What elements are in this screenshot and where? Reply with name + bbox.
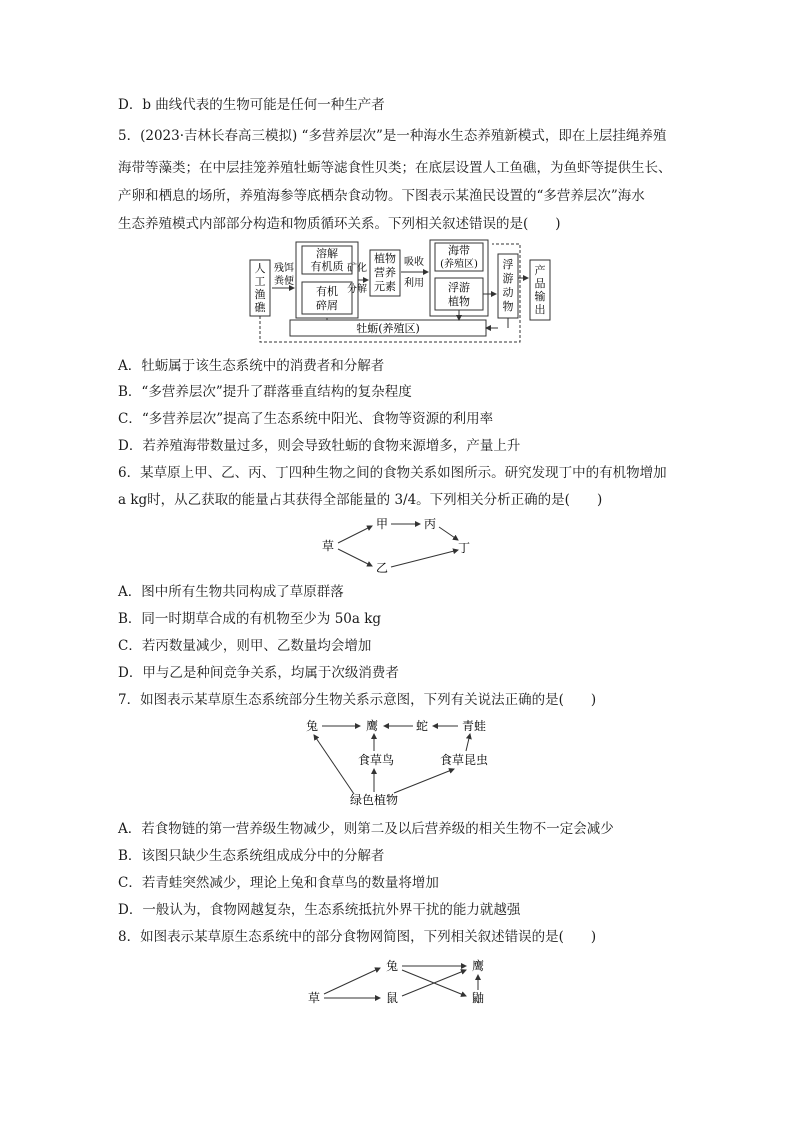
residue-label: 粪便	[274, 276, 294, 287]
q8-stem-line: 8．如图表示某草原生态系统中的部分食物网简图，下列相关叙述错误的是( )	[118, 929, 597, 945]
rabbit-node: 兔	[305, 719, 319, 733]
product-label: 出	[534, 303, 546, 316]
q5-stem-line: 产卵和栖息的场所，养殖海参等底栖杂食动物。下图表示某渔民设置的“多营养层次”海水	[118, 188, 645, 204]
bing-node: 丙	[423, 518, 437, 531]
phytoplankton-label: 浮游	[448, 281, 470, 294]
nutrients-label: 植物	[374, 252, 396, 265]
q8-food-web-diagram	[300, 956, 500, 1008]
mouse-node: 鼠	[385, 991, 399, 1005]
reef-label: 礁	[254, 301, 266, 314]
yi-node: 乙	[375, 561, 389, 575]
q6-stem-line: a kg时，从乙获取的能量占其获得全部能量的 3/4。下列相关分析正确的是( )	[118, 492, 603, 508]
product-label: 品	[534, 277, 546, 290]
q7-option: B．该图只缺少生态系统组成成分中的分解者	[118, 848, 385, 864]
phytoplankton-label: 植物	[448, 295, 470, 308]
ding-node: 丁	[457, 541, 471, 555]
bird-node: 食草鸟	[357, 753, 395, 767]
q5-stem-line: 海带等藻类；在中层挂笼养殖牡蛎等滤食性贝类；在底层设置人工鱼礁，为鱼虾等提供生长、	[118, 160, 672, 176]
grass-node: 草	[321, 539, 335, 553]
mineral-label: 分解	[347, 284, 367, 295]
absorb-label: 吸收	[404, 257, 424, 268]
zooplankton-label: 物	[502, 300, 514, 313]
nutrients-label: 元素	[374, 280, 396, 293]
q5-option: C．“多营养层次”提高了生态系统中阳光、食物等资源的利用率	[118, 411, 494, 427]
dissolved-label: 溶解	[316, 247, 338, 260]
q5-stem-line: 5．(2023·吉林长春高三模拟) “多营养层次”是一种海水生态养殖新模式，即在上层挂绳养殖	[118, 128, 667, 144]
q5-material-cycle-diagram	[246, 238, 556, 348]
absorb-label: 利用	[404, 278, 424, 289]
oyster-label: 牡蛎(养殖区)	[356, 322, 420, 335]
debris-label: 有机	[316, 285, 338, 298]
q6-option: D．甲与乙是种间竞争关系，均属于次级消费者	[118, 665, 399, 681]
q5-stem-line: 生态养殖模式内部部分构造和物质循环关系。下列相关叙述错误的是( )	[118, 216, 561, 232]
q7-stem-line: 7．如图表示某草原生态系统部分生物关系示意图，下列有关说法正确的是( )	[118, 692, 597, 708]
q6-option: C．若丙数量减少，则甲、乙数量均会增加	[118, 638, 372, 654]
kelp-label: (养殖区)	[440, 259, 478, 270]
q6-stem-line: 6．某草原上甲、乙、丙、丁四种生物之间的食物关系如图所示。研究发现丁中的有机物增加	[118, 465, 667, 481]
q5-option: B．“多营养层次”提升了群落垂直结构的复杂程度	[118, 384, 412, 400]
frog-node: 青蛙	[461, 719, 487, 733]
q4-option-d: D．b 曲线代表的生物可能是任何一种生产者	[118, 97, 385, 113]
q6-option: A．图中所有生物共同构成了草原群落	[118, 584, 344, 600]
grass-node: 草	[307, 991, 321, 1005]
nutrients-label: 营养	[374, 266, 396, 279]
jia-node: 甲	[375, 518, 389, 531]
debris-label: 碎屑	[316, 299, 338, 312]
q5-option: A．牡蛎属于该生态系统中的消费者和分解者	[118, 358, 385, 374]
q7-option: C．若青蛙突然减少，理论上兔和食草鸟的数量将增加	[118, 875, 439, 891]
zooplankton-label: 游	[502, 272, 514, 285]
q7-option: D．一般认为，食物网越复杂，生态系统抵抗外界干扰的能力就越强	[118, 902, 521, 918]
zooplankton-label: 动	[502, 286, 514, 299]
q5-option: D．若养殖海带数量过多，则会导致牡蛎的食物来源增多，产量上升	[118, 438, 521, 454]
owl-node: 鼬	[471, 991, 485, 1005]
rabbit-node: 兔	[385, 959, 399, 973]
plant-node: 绿色植物	[349, 793, 399, 807]
reef-label: 渔	[254, 288, 266, 301]
eagle-node: 鹰	[471, 959, 485, 973]
q6-food-web-diagram	[318, 518, 478, 576]
snake-node: 蛇	[415, 719, 429, 733]
reef-label: 工	[254, 275, 266, 288]
dissolved-label: 有机质	[310, 260, 344, 273]
mineral-label: 矿化	[347, 263, 367, 274]
residue-label: 残饵	[274, 263, 294, 274]
product-label: 产	[534, 264, 546, 277]
eagle-node: 鹰	[365, 719, 379, 733]
reef-label: 人	[254, 262, 266, 275]
insect-node: 食草昆虫	[439, 753, 489, 767]
zooplankton-label: 浮	[502, 258, 514, 271]
kelp-label: 海带	[448, 244, 470, 257]
q6-option: B．同一时期草合成的有机物至少为 50a kg	[118, 611, 382, 627]
product-label: 输	[534, 290, 546, 303]
q7-option: A．若食物链的第一营养级生物减少，则第二及以后营养级的相关生物不一定会减少	[118, 821, 614, 837]
q7-food-web-diagram	[298, 716, 498, 808]
